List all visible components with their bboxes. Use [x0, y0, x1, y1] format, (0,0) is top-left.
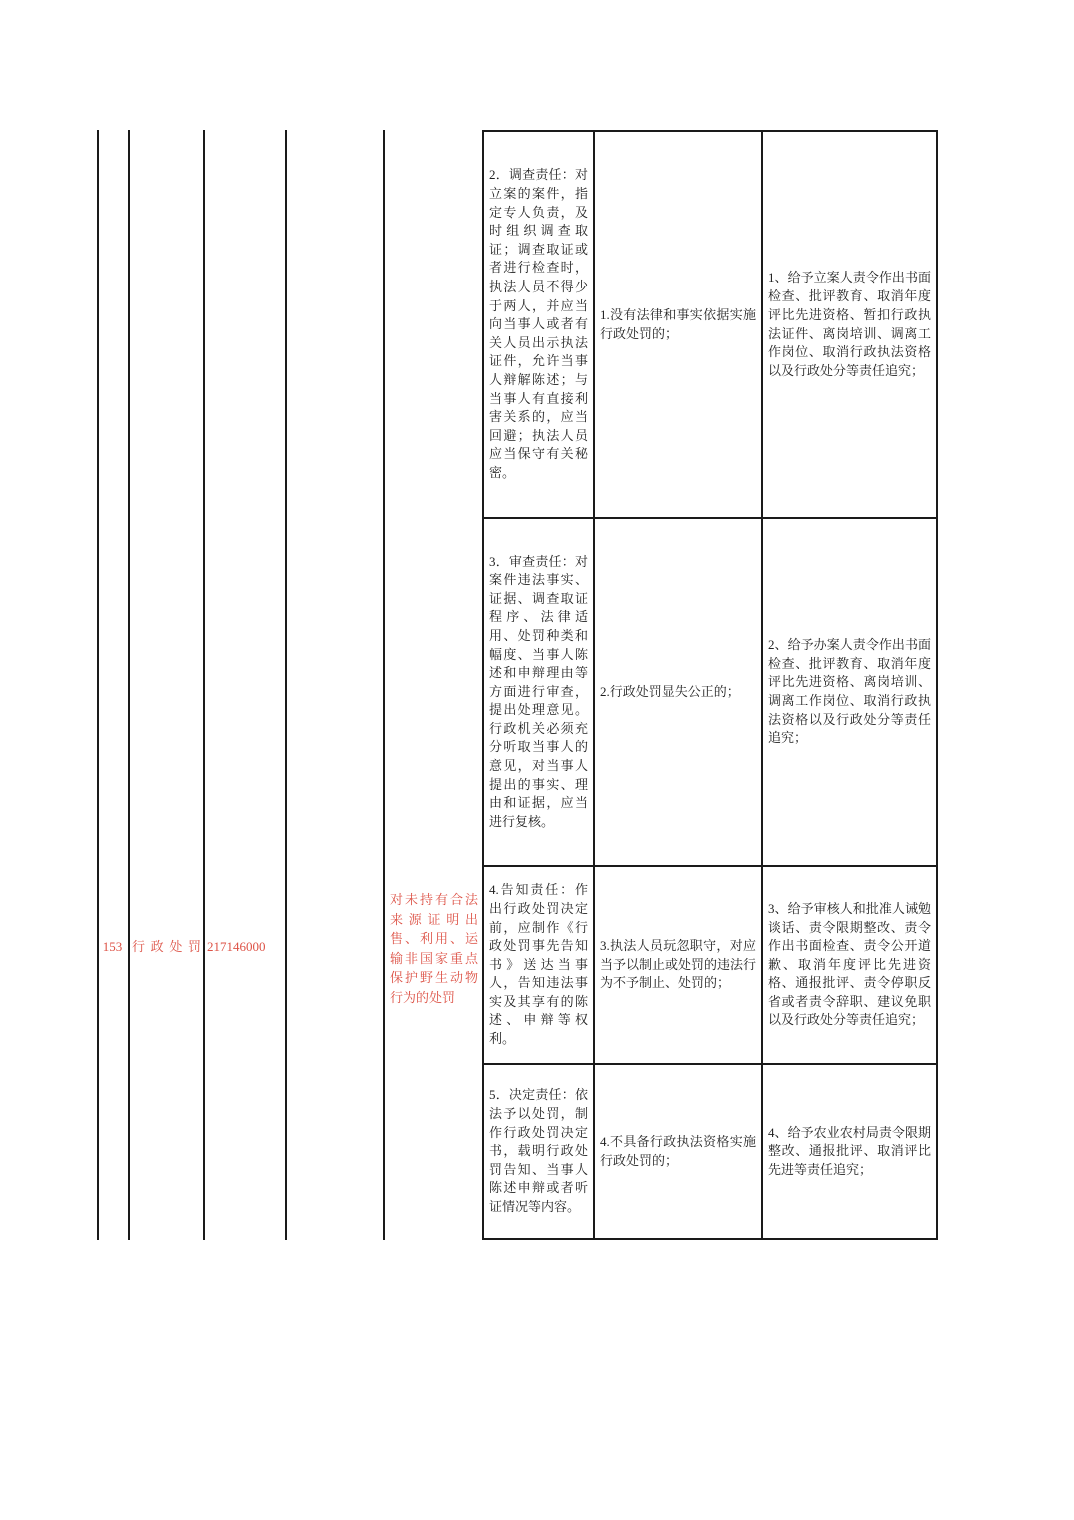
- accountability-text-row4: 4、给予农业农村局责令限期整改、通报批评、取消评比先进等责任追究；: [768, 1124, 931, 1177]
- duty-text-row3: 4.告知责任：作出行政处罚决定前，应制作《行政处罚事先告知书》送达当事人，告知违法事实及其享有的陈述、申辩等权利。: [489, 882, 588, 1047]
- duty-text-row1: 2．调查责任：对立案的案件，指定专人负责，及时组织调查取证；调查取证或者进行检查时，执法人员不得少于两人，并应当向当事人或者有关人员出示执法证件，允许当事人辩解陈述；与当事人有直接利害关系的，应当回避；执法人员应当保守有关秘密。: [489, 167, 588, 480]
- violation-text-row2: 2.行政处罚显失公正的；: [600, 683, 740, 699]
- responsibility-table: [482, 130, 938, 1240]
- accountability-cell-row2: [763, 519, 936, 867]
- accountability-text-row2: 2、给予办案人责令作出书面检查、批评教育、取消年度评比先进资格、离岗培训、调离工作岗位、取消行政执法资格以及行政处分等责任追究；: [768, 637, 931, 746]
- column-divider-4: [285, 130, 287, 1240]
- violation-cell-row4: [595, 1065, 763, 1238]
- violation-cell-row2: [595, 519, 763, 867]
- row-number: 153: [102, 939, 123, 954]
- duty-cell-row2: [484, 519, 595, 867]
- accountability-text-row1: 1、给予立案人责令作出书面检查、批评教育、取消年度评比先进资格、暂扣行政执法证件、离岗培训、调离工作岗位、取消行政执法资格以及行政处分等责任追究；: [768, 269, 931, 378]
- duty-cell-row4: [484, 1065, 595, 1238]
- violation-text-row3: 3.执法人员玩忽职守，对应当予以制止或处罚的违法行为不予制止、处罚的；: [600, 938, 757, 991]
- power-type: 行政处罚: [132, 939, 201, 954]
- accountability-cell-row4: [763, 1065, 936, 1238]
- duty-text-row2: 3．审查责任：对案件违法事实、证据、调查取证程序、法律适用、处罚种类和幅度、当事人陈述和申辩理由等方面进行审查，提出处理意见。行政机关必须充分听取当事人的意见，对当事人提出的事实、理由和证据，应当进行复核。: [489, 553, 588, 829]
- duty-cell-row1: [484, 132, 595, 519]
- duty-cell-row3: [484, 867, 595, 1065]
- column-divider-2: [128, 130, 130, 1240]
- accountability-cell-row3: [763, 867, 936, 1065]
- power-code: 217146000: [207, 939, 266, 954]
- column-divider-3: [203, 130, 205, 1240]
- power-description: 对未持有合法来源证明出售、利用、运输非国家重点保护野生动物行为的处罚: [390, 892, 478, 1005]
- violation-text-row4: 4.不具备行政执法资格实施行政处罚的；: [600, 1133, 756, 1168]
- column-divider-1: [97, 130, 99, 1240]
- violation-cell-row3: [595, 867, 763, 1065]
- column-divider-5: [383, 130, 385, 1240]
- violation-cell-row1: [595, 132, 763, 519]
- accountability-text-row3: 3、给予审核人和批准人诫勉谈话、责令限期整改、责令作出书面检查、责令公开道歉、取消年度评比先进资格、通报批评、责令停职反省或者责令辞职、建议免职以及行政处分等责任追究；: [768, 900, 931, 1028]
- accountability-cell-row1: [763, 132, 936, 519]
- duty-text-row4: 5．决定责任：依法予以处罚，制作行政处罚决定书，载明行政处罚告知、当事人陈述申辩或者听证情况等内容。: [489, 1087, 588, 1214]
- violation-text-row1: 1.没有法律和事实依据实施行政处罚的；: [600, 306, 756, 341]
